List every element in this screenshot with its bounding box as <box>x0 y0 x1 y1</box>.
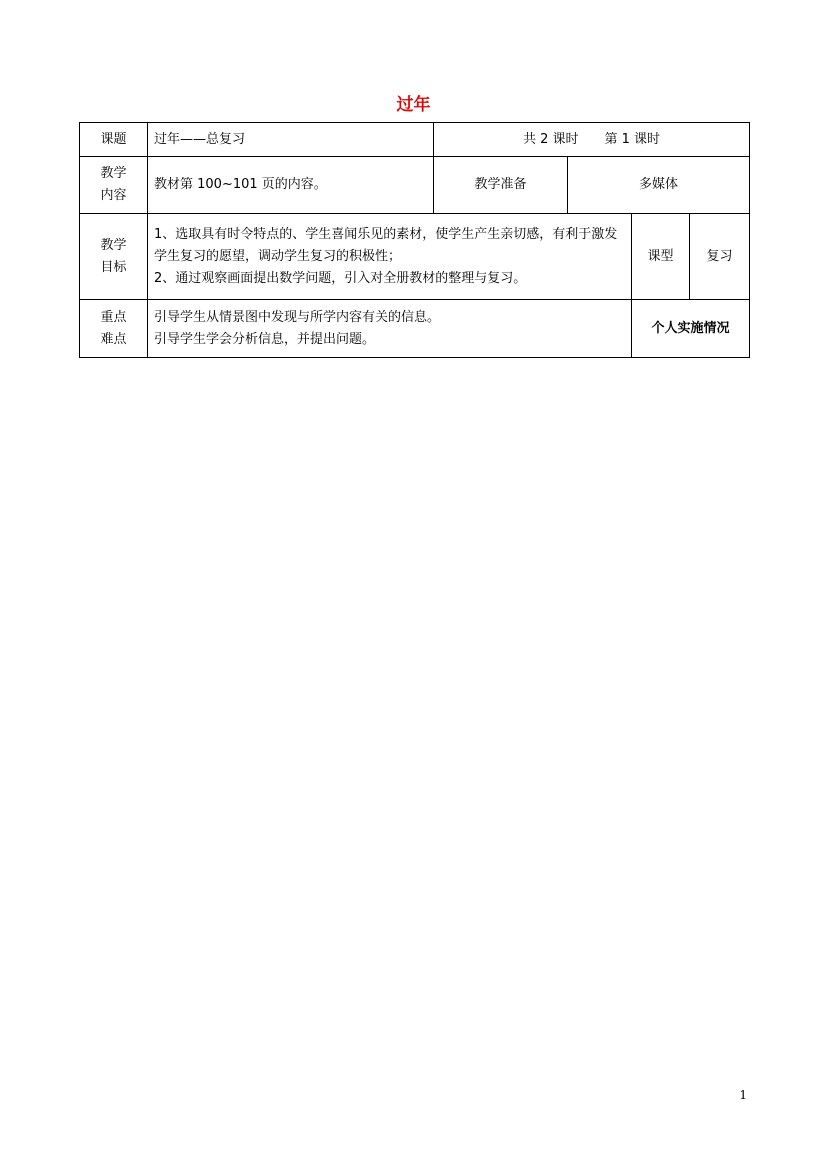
content-label-line1: 教学 <box>100 166 127 181</box>
row-content <box>80 157 750 214</box>
goals-label-line2: 目标 <box>100 259 127 275</box>
keypoints-label <box>80 300 148 358</box>
topic-label: 课题 <box>80 123 148 157</box>
personal-implementation: 个人实施情况 <box>632 300 750 358</box>
keypoints-value <box>148 300 632 358</box>
lesson-plan-table <box>79 122 750 358</box>
page-number: 1 <box>739 1088 747 1102</box>
keypoints-label-line2: 难点 <box>100 331 127 347</box>
row-topic <box>80 123 750 157</box>
goals-value <box>148 214 632 300</box>
hours-value: 共 2 课时 第 1 课时 <box>434 123 750 157</box>
document-title: 过年 <box>396 95 431 115</box>
topic-value: 过年——总复习 <box>148 123 434 157</box>
row-goals <box>80 214 750 300</box>
goals-label-line1: 教学 <box>100 237 127 253</box>
keypoints-label-line1: 重点 <box>100 309 127 325</box>
type-value: 复习 <box>690 214 750 300</box>
goals-label <box>80 214 148 300</box>
goal-2: 2、通过观察画面提出数学问题，引入对全册教材的整理与复习。 <box>154 270 527 286</box>
prep-label: 教学准备 <box>434 157 568 214</box>
goal-1: 1、选取具有时令特点的、学生喜闻乐见的素材，使学生产生亲切感，有利于激发学生复习的愿望，调动学生复习的积极性； <box>154 226 618 264</box>
keypoint-2: 引导学生学会分析信息，并提出问题。 <box>154 331 376 347</box>
content-value: 教材第 100~101 页的内容。 <box>148 157 434 214</box>
prep-value: 多媒体 <box>568 157 750 214</box>
keypoint-1: 引导学生从情景图中发现与所学内容有关的信息。 <box>154 309 441 325</box>
type-label: 课型 <box>632 214 690 300</box>
content-label-line2: 内容 <box>100 188 127 203</box>
content-label <box>80 157 148 214</box>
row-keypoints <box>80 300 750 358</box>
